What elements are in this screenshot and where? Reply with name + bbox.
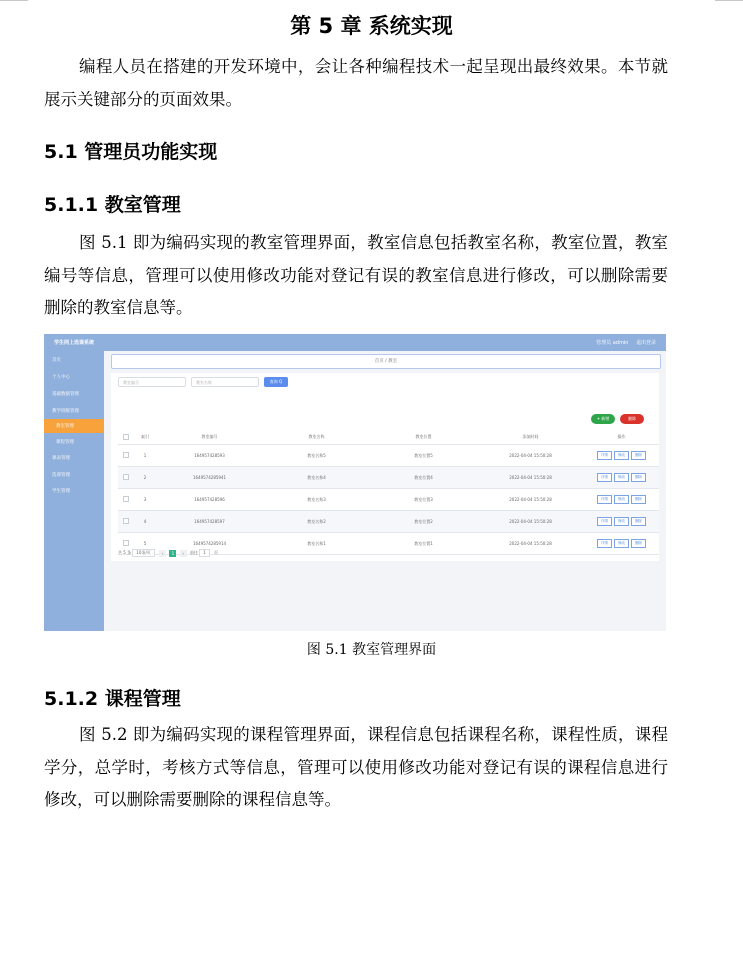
row-checkbox[interactable] [123, 474, 129, 480]
edit-button[interactable]: 修改 [614, 495, 629, 504]
sidebar-item-profile[interactable]: 个人中心 [52, 375, 70, 380]
row-delete-button[interactable]: 删除 [631, 495, 646, 504]
table-row [118, 467, 659, 489]
content-card [111, 373, 659, 561]
cell-code: 164957428597 [156, 511, 263, 533]
edit-button[interactable]: 修改 [614, 539, 629, 548]
add-button[interactable]: + 新增 [591, 414, 615, 424]
row-actions [584, 467, 659, 489]
page-unit-label: 页 [214, 550, 219, 555]
cell-time: 2022-04-04 15:50:28 [477, 489, 584, 511]
table-row [118, 445, 659, 467]
classroom-paragraph: 图 5.1 即为编码实现的教室管理界面，教室信息包括教室名称，教室位置，教室编号等信息，管理可以使用修改功能对登记有误的教室信息进行修改，可以删除需要删除的教室信息等。 [44, 233, 668, 317]
cell-name: 教室名称3 [263, 489, 370, 511]
column-header: 教室名称 [263, 430, 370, 445]
classroom-name-input[interactable]: 教室名称 [191, 377, 259, 387]
classroom-code-input[interactable]: 教室编号 [118, 377, 186, 387]
app-topbar [44, 334, 666, 351]
column-header: 教室位置 [370, 430, 477, 445]
app-sidebar [44, 351, 104, 631]
detail-button[interactable]: 详情 [597, 495, 612, 504]
sidebar-item-selection[interactable]: 选课管理 [52, 473, 70, 478]
detail-button[interactable]: 详情 [597, 539, 612, 548]
cell-name: 教室名称1 [263, 533, 370, 555]
cell-loc: 教室位置1 [370, 533, 477, 555]
row-delete-button[interactable]: 删除 [631, 473, 646, 482]
goto-page-input[interactable]: 1 [199, 549, 210, 557]
row-checkbox[interactable] [123, 540, 129, 546]
cell-time: 2022-04-04 15:50:28 [477, 511, 584, 533]
row-delete-button[interactable]: 删除 [631, 517, 646, 526]
sidebar-item-basic-data[interactable]: 基础数据管理 [52, 392, 79, 397]
cell-loc: 教室位置4 [370, 467, 477, 489]
row-actions [584, 489, 659, 511]
cell-idx: 2 [134, 467, 156, 489]
edit-button[interactable]: 修改 [614, 473, 629, 482]
cell-code: 1649574285941 [156, 467, 263, 489]
column-header: 添加时间 [477, 430, 584, 445]
cell-code: 164957428596 [156, 489, 263, 511]
prev-page-button[interactable]: ‹ [159, 550, 166, 557]
cell-time: 2022-04-04 15:50:28 [477, 445, 584, 467]
row-actions [584, 511, 659, 533]
row-delete-button[interactable]: 删除 [631, 451, 646, 460]
sidebar-item-classroom[interactable]: 教室管理 [44, 419, 104, 433]
sidebar-item-course[interactable]: 课程管理 [56, 440, 74, 445]
classroom-table [118, 430, 659, 555]
cell-idx: 1 [134, 445, 156, 467]
goto-label: 前往 [189, 550, 198, 555]
cell-loc: 教室位置2 [370, 511, 477, 533]
delete-button[interactable]: 删除 [620, 414, 644, 424]
intro-paragraph: 编程人员在搭建的开发环境中，会让各种编程技术一起呈现出最终效果。本节就展示关键部分的页面效果。 [44, 57, 668, 109]
cell-name: 教室名称2 [263, 511, 370, 533]
sidebar-item-home[interactable]: 首页 [52, 358, 61, 363]
search-button[interactable]: 查询 Q [264, 377, 288, 387]
page-corner-mark-left [0, 0, 28, 1]
cell-idx: 4 [134, 511, 156, 533]
figure-caption: 图 5.1 教室管理界面 [306, 642, 437, 658]
page-number-current[interactable]: 1 [169, 550, 176, 557]
cell-loc: 教室位置3 [370, 489, 477, 511]
cell-loc: 教室位置5 [370, 445, 477, 467]
cell-name: 教室名称4 [263, 467, 370, 489]
breadcrumb: 首页 / 教室 [111, 354, 661, 369]
select-all-checkbox[interactable] [123, 434, 129, 440]
sidebar-item-class-management[interactable]: 教学班级管理 [52, 409, 79, 414]
column-header: 索引 [134, 430, 156, 445]
course-paragraph: 图 5.2 即为编码实现的课程管理界面，课程信息包括课程名称，课程性质，课程学分，总学时，考核方式等信息，管理可以使用修改功能对登记有误的课程信息进行修改，可以删除需要删除的课程信息等。 [44, 725, 668, 809]
row-actions [584, 533, 659, 555]
next-page-button[interactable]: › [180, 550, 187, 557]
column-header: 教室编号 [156, 430, 263, 445]
sidebar-item-timetable[interactable]: 课表管理 [52, 456, 70, 461]
pagination [118, 549, 218, 557]
table-row [118, 511, 659, 533]
table-header-row [118, 430, 659, 445]
detail-button[interactable]: 详情 [597, 451, 612, 460]
cell-code: 164957428593 [156, 445, 263, 467]
logout-link[interactable]: 退出登录 [635, 340, 656, 346]
cell-idx: 3 [134, 489, 156, 511]
section-5-1-heading: 5.1 管理员功能实现 [44, 141, 218, 163]
section-5-1-2-heading: 5.1.2 课程管理 [44, 688, 181, 710]
cell-time: 2022-04-04 15:50:28 [477, 533, 584, 555]
sidebar-item-students[interactable]: 学生管理 [52, 489, 70, 494]
total-count: 共 5 条 [118, 550, 132, 555]
row-checkbox[interactable] [123, 452, 129, 458]
page-size-select[interactable]: 10条/页 [132, 549, 154, 557]
chapter-title: 第 5 章 系统实现 [290, 14, 453, 38]
detail-button[interactable]: 详情 [597, 473, 612, 482]
classroom-management-screenshot [44, 334, 666, 631]
page-corner-mark-right [715, 0, 743, 1]
section-5-1-1-heading: 5.1.1 教室管理 [44, 194, 181, 216]
cell-code: 1649574285914 [156, 533, 263, 555]
current-user: 管理员 admin [596, 340, 629, 346]
cell-time: 2022-04-04 15:50:28 [477, 467, 584, 489]
row-delete-button[interactable]: 删除 [631, 539, 646, 548]
table-row [118, 489, 659, 511]
edit-button[interactable]: 修改 [614, 451, 629, 460]
detail-button[interactable]: 详情 [597, 517, 612, 526]
app-main [104, 351, 666, 631]
row-checkbox[interactable] [123, 496, 129, 502]
row-actions [584, 445, 659, 467]
app-title: 学生网上选课系统 [54, 340, 95, 346]
column-header: 操作 [584, 430, 659, 445]
cell-idx: 5 [134, 533, 156, 555]
row-checkbox[interactable] [123, 518, 129, 524]
cell-name: 教室名称5 [263, 445, 370, 467]
edit-button[interactable]: 修改 [614, 517, 629, 526]
